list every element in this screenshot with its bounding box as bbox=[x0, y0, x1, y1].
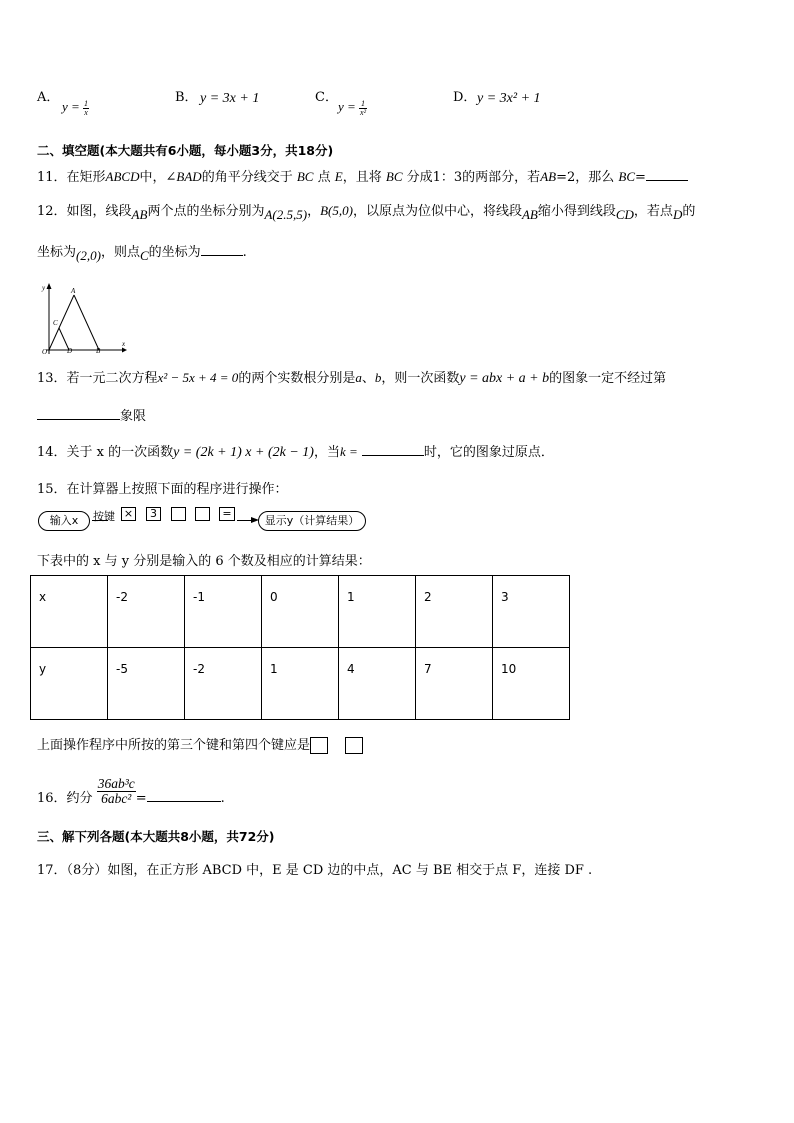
segment-ab bbox=[74, 295, 99, 350]
q16-fraction bbox=[97, 777, 136, 805]
origin-label: O bbox=[42, 348, 48, 356]
question-16 bbox=[37, 777, 225, 817]
choice-c-label: C． bbox=[315, 90, 338, 105]
table-cell: 0 bbox=[262, 576, 339, 648]
q11-text-2: 中，∠ bbox=[139, 170, 177, 185]
table-cell: 2 bbox=[416, 576, 493, 648]
q13-text-5: 象限 bbox=[120, 409, 147, 424]
choice-b-expr: y = 3x + 1 bbox=[200, 91, 260, 106]
q12-text-8: ，则点 bbox=[100, 245, 140, 260]
q12-text-5: ，若点 bbox=[633, 204, 673, 219]
q12-c: C bbox=[139, 248, 149, 263]
q14-answer-blank[interactable] bbox=[362, 455, 424, 456]
table-cell: 3 bbox=[493, 576, 570, 648]
q12-text-1: 12．如图，线段 bbox=[37, 204, 132, 219]
x-axis-label: x bbox=[122, 340, 126, 348]
table-row-y bbox=[31, 648, 570, 720]
q13-root-a: a bbox=[355, 370, 362, 385]
table-cell: 4 bbox=[339, 648, 416, 720]
question-12-line-2 bbox=[37, 241, 247, 263]
output-pill: 显示y（计算结果） bbox=[258, 511, 366, 531]
question-17: 17．（8分）如图，在正方形 ABCD 中，E 是 CD 边的中点，AC 与 BE 相交于点 F，连接 DF . bbox=[37, 863, 593, 878]
q12-point-b: B(5,0) bbox=[320, 203, 353, 218]
q16-text-1: 16．约分 bbox=[37, 791, 93, 806]
choice-a-lhs: y = bbox=[62, 99, 80, 114]
q15-table-intro: 下表中的 x 与 y 分别是输入的 6 个数及相应的计算结果： bbox=[37, 554, 371, 569]
q12-point-a: A(2.5,5) bbox=[264, 207, 308, 222]
question-11 bbox=[37, 166, 688, 185]
choice-a-num: 1 bbox=[84, 98, 89, 108]
choice-c-num: 1 bbox=[361, 98, 366, 108]
q14-function: y = (2k + 1) x + (2k − 1) bbox=[173, 445, 314, 460]
q12-d-coord: (2,0) bbox=[76, 248, 101, 263]
choice-d bbox=[453, 86, 476, 105]
choice-d-expr: y = 3x² + 1 bbox=[477, 91, 541, 106]
choice-a-fraction bbox=[83, 100, 89, 117]
choice-c-fraction bbox=[359, 100, 367, 117]
coordinate-figure bbox=[38, 280, 130, 356]
q16-equals: = bbox=[135, 791, 147, 806]
table-cell: 1 bbox=[339, 576, 416, 648]
q13-answer-blank[interactable] bbox=[37, 419, 120, 420]
q11-bad: BAD bbox=[176, 169, 202, 184]
choice-a bbox=[37, 86, 59, 105]
choice-a-expr bbox=[62, 99, 89, 117]
choice-b-label: B． bbox=[175, 90, 198, 105]
q11-text-5: ，且将 bbox=[342, 170, 382, 185]
q14-text-3: 时，它的图象过原点． bbox=[423, 445, 554, 460]
q12-ab-2: AB bbox=[521, 207, 538, 222]
table-cell: -2 bbox=[108, 576, 185, 648]
choice-c-expr bbox=[338, 99, 367, 117]
point-c-label: C bbox=[53, 319, 58, 327]
q12-comma: ， bbox=[307, 204, 321, 219]
q16-denominator: 6abc² bbox=[101, 790, 132, 806]
table-cell: 7 bbox=[416, 648, 493, 720]
question-14 bbox=[37, 441, 554, 461]
question-13-line-1 bbox=[37, 367, 666, 387]
choice-c-den: x² bbox=[360, 107, 366, 117]
q11-bc-2: BC bbox=[385, 169, 403, 184]
press-label: 按键 bbox=[93, 510, 115, 523]
choice-a-label: A． bbox=[37, 90, 60, 105]
q15-answer-box-2[interactable] bbox=[345, 737, 363, 754]
q12-text-10: . bbox=[242, 245, 247, 260]
q11-text-1: 11．在矩形 bbox=[37, 170, 106, 185]
q11-answer-blank[interactable] bbox=[646, 180, 688, 181]
y-axis-arrow-icon bbox=[47, 283, 52, 289]
q11-abcd: ABCD bbox=[105, 169, 140, 184]
input-pill: 输入x bbox=[38, 511, 90, 531]
q12-text-3: ，以原点为位似中心，将线段 bbox=[352, 204, 522, 219]
question-13-line-2 bbox=[37, 405, 146, 424]
table-row-x bbox=[31, 576, 570, 648]
q12-ab: AB bbox=[131, 207, 148, 222]
q11-ab: AB bbox=[540, 169, 557, 184]
key-three: 3 bbox=[146, 507, 161, 521]
choice-d-label: D． bbox=[453, 90, 477, 105]
q14-text-1: 14．关于 x 的一次函数 bbox=[37, 445, 174, 460]
q16-answer-blank[interactable] bbox=[147, 801, 221, 802]
q12-text-7: 坐标为 bbox=[37, 245, 77, 260]
q11-bc-1: BC bbox=[296, 169, 314, 184]
q11-text-7: =2，那么 bbox=[556, 170, 615, 185]
q15-question bbox=[37, 734, 363, 754]
q11-bc-3: BC bbox=[618, 169, 636, 184]
q12-answer-blank[interactable] bbox=[201, 255, 243, 256]
section3-heading: 三、解下列各题(本大题共8小题，共72分) bbox=[37, 829, 275, 844]
point-a-label: A bbox=[71, 287, 76, 295]
table-cell: 10 bbox=[493, 648, 570, 720]
key-blank-4 bbox=[195, 507, 210, 521]
q16-numerator: 36ab³c bbox=[97, 776, 135, 791]
q13-sep: 、 bbox=[361, 371, 375, 386]
q12-text-6: 的 bbox=[682, 204, 696, 219]
q12-text-2: 两个点的坐标分别为 bbox=[147, 204, 265, 219]
table-cell: -1 bbox=[185, 576, 262, 648]
q13-text-2: 的两个实数根分别是 bbox=[238, 371, 356, 386]
table-cell: x bbox=[31, 576, 108, 648]
q13-equation: x² − 5x + 4 = 0 bbox=[157, 370, 239, 385]
x-axis-arrow-icon bbox=[122, 348, 127, 353]
q15-answer-box-1[interactable] bbox=[310, 737, 328, 754]
q13-function: y = abx + a + b bbox=[459, 371, 550, 386]
q11-text-6: 分成1：3的两部分，若 bbox=[406, 170, 541, 185]
q14-k: k = bbox=[339, 444, 358, 459]
q13-text-3: ，则一次函数 bbox=[381, 371, 460, 386]
table-cell: -5 bbox=[108, 648, 185, 720]
q15-question-text: 上面操作程序中所按的第三个键和第四个键应是 bbox=[37, 738, 311, 753]
table-cell: -2 bbox=[185, 648, 262, 720]
key-equals: = bbox=[219, 507, 235, 521]
q11-text-8: = bbox=[635, 170, 646, 185]
q12-cd: CD bbox=[615, 207, 634, 222]
table-cell: y bbox=[31, 648, 108, 720]
q11-e: E bbox=[334, 169, 343, 184]
key-multiply: × bbox=[121, 507, 136, 521]
q14-text-2: ，当 bbox=[313, 445, 340, 460]
q15-intro: 15．在计算器上按照下面的程序进行操作： bbox=[37, 482, 288, 497]
point-d-label: D bbox=[67, 347, 73, 355]
q13-text-4: 的图象一定不经过第 bbox=[549, 371, 667, 386]
q12-d: D bbox=[672, 207, 683, 222]
y-axis-label: y bbox=[42, 284, 46, 292]
choice-c-lhs: y = bbox=[338, 99, 356, 114]
q13-root-b: b bbox=[374, 370, 382, 385]
table-cell: 1 bbox=[262, 648, 339, 720]
question-12-line-1 bbox=[37, 200, 696, 222]
q13-text-1: 13．若一元二次方程 bbox=[37, 371, 158, 386]
key-blank-3 bbox=[171, 507, 186, 521]
q12-text-9: 的坐标为 bbox=[148, 245, 201, 260]
section2-heading: 二、填空题(本大题共有6小题，每小题3分，共18分) bbox=[37, 143, 334, 158]
q16-end: . bbox=[220, 791, 225, 806]
choice-b bbox=[175, 86, 198, 105]
choice-c bbox=[315, 86, 338, 105]
choice-a-den: x bbox=[84, 107, 88, 117]
q11-text-3: 的角平分线交于 bbox=[201, 170, 293, 185]
q12-text-4: 缩小得到线段 bbox=[537, 204, 616, 219]
q11-text-4: 点 bbox=[317, 170, 331, 185]
xy-table bbox=[30, 575, 570, 720]
calculator-flow bbox=[37, 509, 377, 533]
point-b-label: B bbox=[96, 347, 101, 355]
